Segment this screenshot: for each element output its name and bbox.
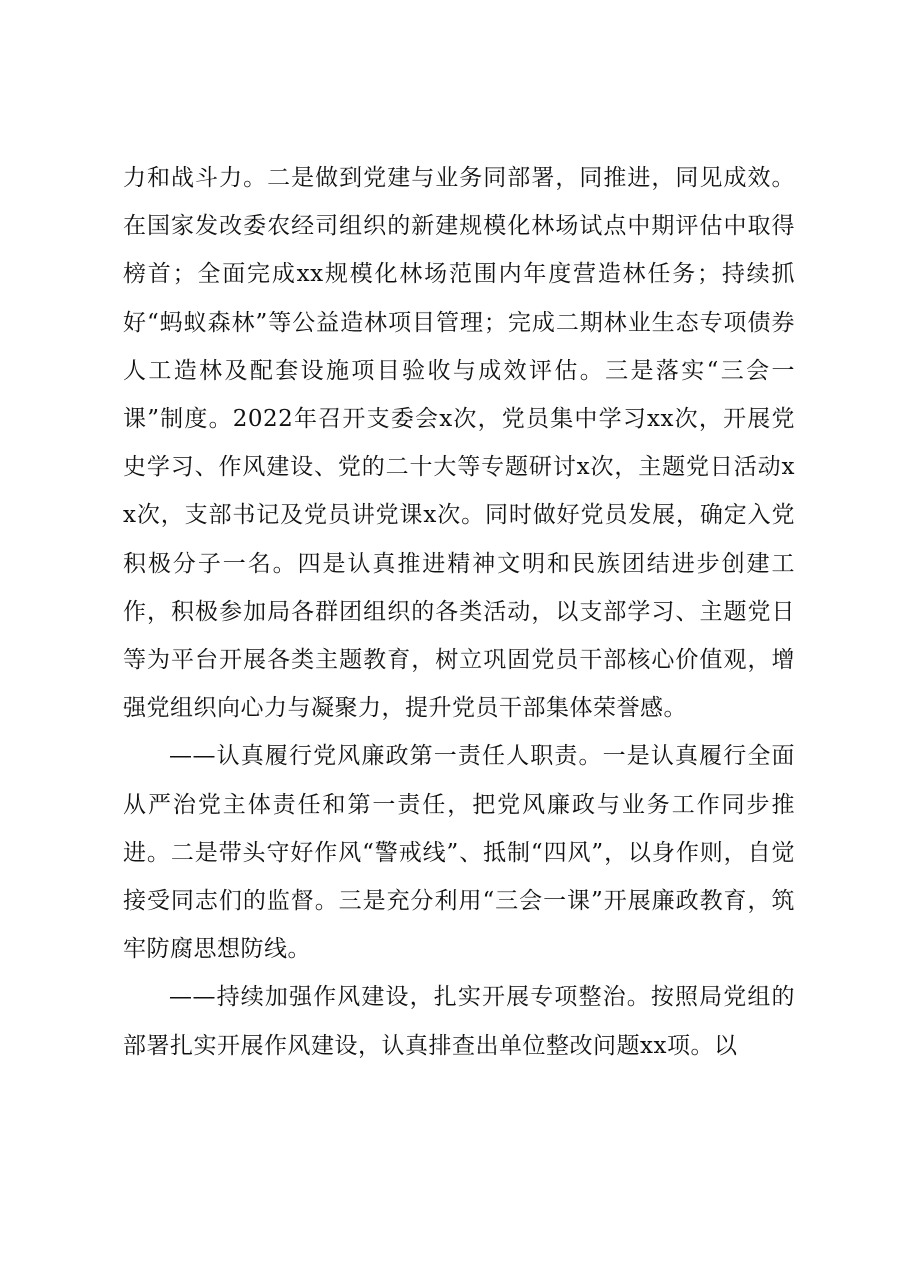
body-paragraph-2: ——认真履行党风廉政第一责任人职责。一是认真履行全面从严治党主体责任和第一责任，把党风廉政与业务工作同步推进。二是带头守好作风“警戒线”、抵制“四风”，以身作则，自觉接受同志们的监督。三是充分利用“三会一课”开展廉政教育，筑牢防腐思想防线。 — [123, 743, 795, 963]
body-paragraph-1: 力和战斗力。二是做到党建与业务同部署，同推进，同见成效。在国家发改委农经司组织的新建规模化林场试点中期评估中取得榜首；全面完成xx规模化林场范围内年度营造林任务；持续抓好“蚂蚁森林”等公益造林项目管理；完成二期林业生态专项债券人工造林及配套设施项目验收与成效评估。三是落实“三会一课”制度。2022年召开支委会x次，党员集中学习xx次，开展党史学习、作风建设、党的二十大等专题研讨x次，主题党日活动xx次，支部书记及党员讲党课x次。同时做好党员发展，确定入党积极分子一名。四是认真推进精神文明和民族团结进步创建工作，积极参加局各群团组织的各类活动，以支部学习、主题党日等为平台开展各类主题教育，树立巩固党员干部核心价值观，增强党组织向心力与凝聚力，提升党员干部集体荣誉感。 — [123, 165, 795, 722]
body-paragraph-3: ——持续加强作风建设，扎实开展专项整治。按照局党组的部署扎实开展作风建设，认真排查出单位整改问题xx项。以 — [123, 984, 795, 1059]
document-body — [123, 154, 795, 1070]
